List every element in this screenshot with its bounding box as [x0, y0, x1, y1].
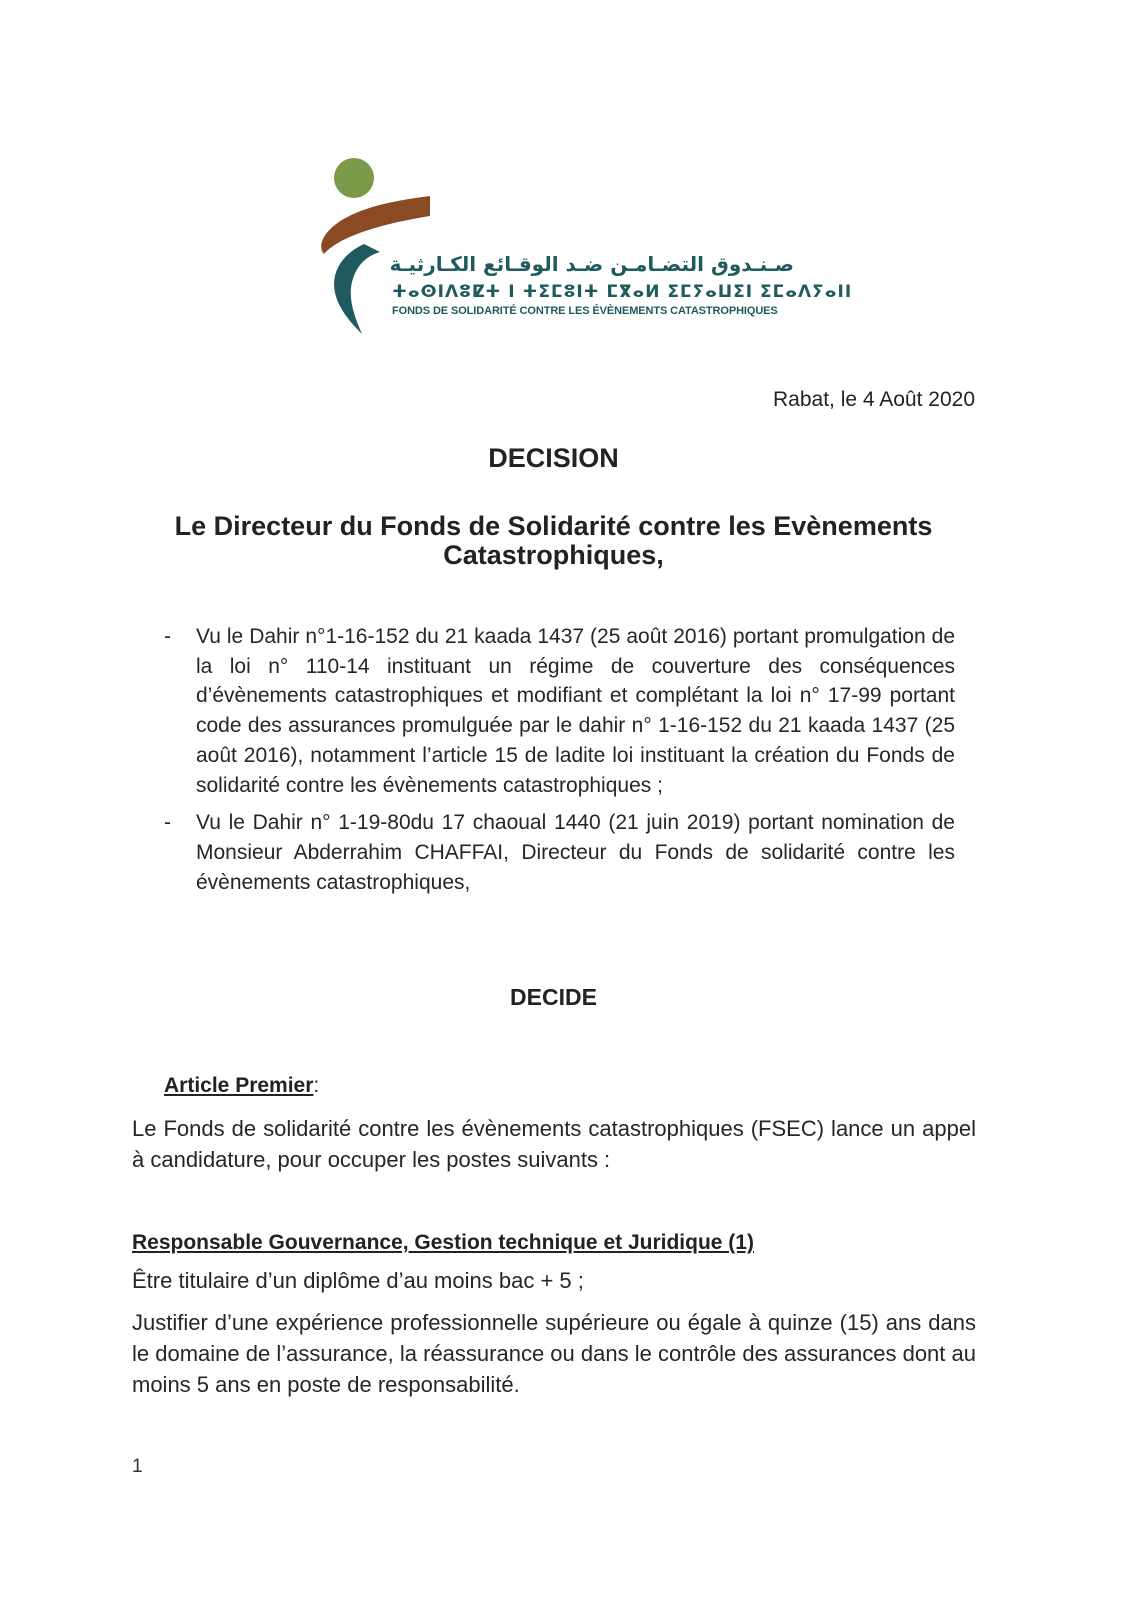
requirement-experience: Justifier d’une expérience professionnelle supérieure ou égale à quinze (15) ans dans le domaine de l’assurance, la réassurance ou dans le contrôle des assurances dont au moins 5 ans en poste de responsabilité.: [132, 1310, 976, 1397]
position-title: Responsable Gouvernance, Gestion technique et Juridique (1): [132, 1231, 754, 1254]
vu-list: [160, 622, 955, 905]
requirement-diploma: Être titulaire d’un diplôme d’au moins bac + 5 ;: [132, 1268, 584, 1293]
title-decision: DECISION: [488, 443, 619, 473]
list-item: [160, 808, 955, 897]
list-item: [160, 622, 955, 800]
article-label: Article Premier: [164, 1074, 314, 1097]
title-director-line-2: Catastrophiques,: [443, 540, 664, 570]
title-decide: DECIDE: [510, 984, 597, 1010]
article-heading: [164, 1074, 319, 1098]
list-dash: -: [164, 625, 171, 648]
logo-french-name: FONDS DE SOLIDARITÉ CONTRE LES ÉVÈNEMENTS CATASTROPHIQUES: [392, 305, 778, 317]
vu-text: Vu le Dahir n°1-16-152 du 21 kaada 1437 (25 août 2016) portant promulgation de la loi n° 110-14 instituant un régime de couverture des conséquences d’évènements catastrophiques et modifiant et complétant la loi n° 17-99 portant code des assurances promulguée par le dahir n° 1-16-152 du 21 kaada 1437 (25 août 2016), notamment l’article 15 de ladite loi instituant la création du Fonds de solidarité contre les évènements catastrophiques ;: [196, 625, 955, 797]
title-director-line-1: Le Directeur du Fonds de Solidarité contre les Evènements: [174, 511, 933, 541]
title-director: [0, 512, 1107, 570]
page-number: 1: [132, 1456, 143, 1477]
list-dash: -: [164, 811, 171, 835]
document-date: Rabat, le 4 Août 2020: [773, 388, 975, 411]
article-intro-paragraph: Le Fonds de solidarité contre les évènements catastrophiques (FSEC) lance un appel à candidature, pour occuper les postes suivants :: [132, 1116, 976, 1172]
fsec-logo: [318, 156, 853, 336]
vu-text: Vu le Dahir n° 1-19-80du 17 chaoual 1440 (21 juin 2019) portant nomination de Monsieur Abderrahim CHAFFAI, Directeur du Fonds de solidarité contre les évènements catastrophiques,: [196, 811, 955, 894]
article-colon: :: [313, 1074, 320, 1097]
logo-arabic-name: صـنـدوق التضـامـن ضـد الوقـائع الكـارثيـة: [389, 252, 794, 276]
logo-tifinagh-name: ⵜⴰⵙⵏⴷⵓⵇⵜ ⵏ ⵜⵉⵎⵓⵏⵜ ⵎⴳⴰⵍ ⵉⵎⵢⴰⵡⵉⵏ ⵉⵎⴰⴷⵢⴰⵏⵏ: [392, 282, 853, 302]
